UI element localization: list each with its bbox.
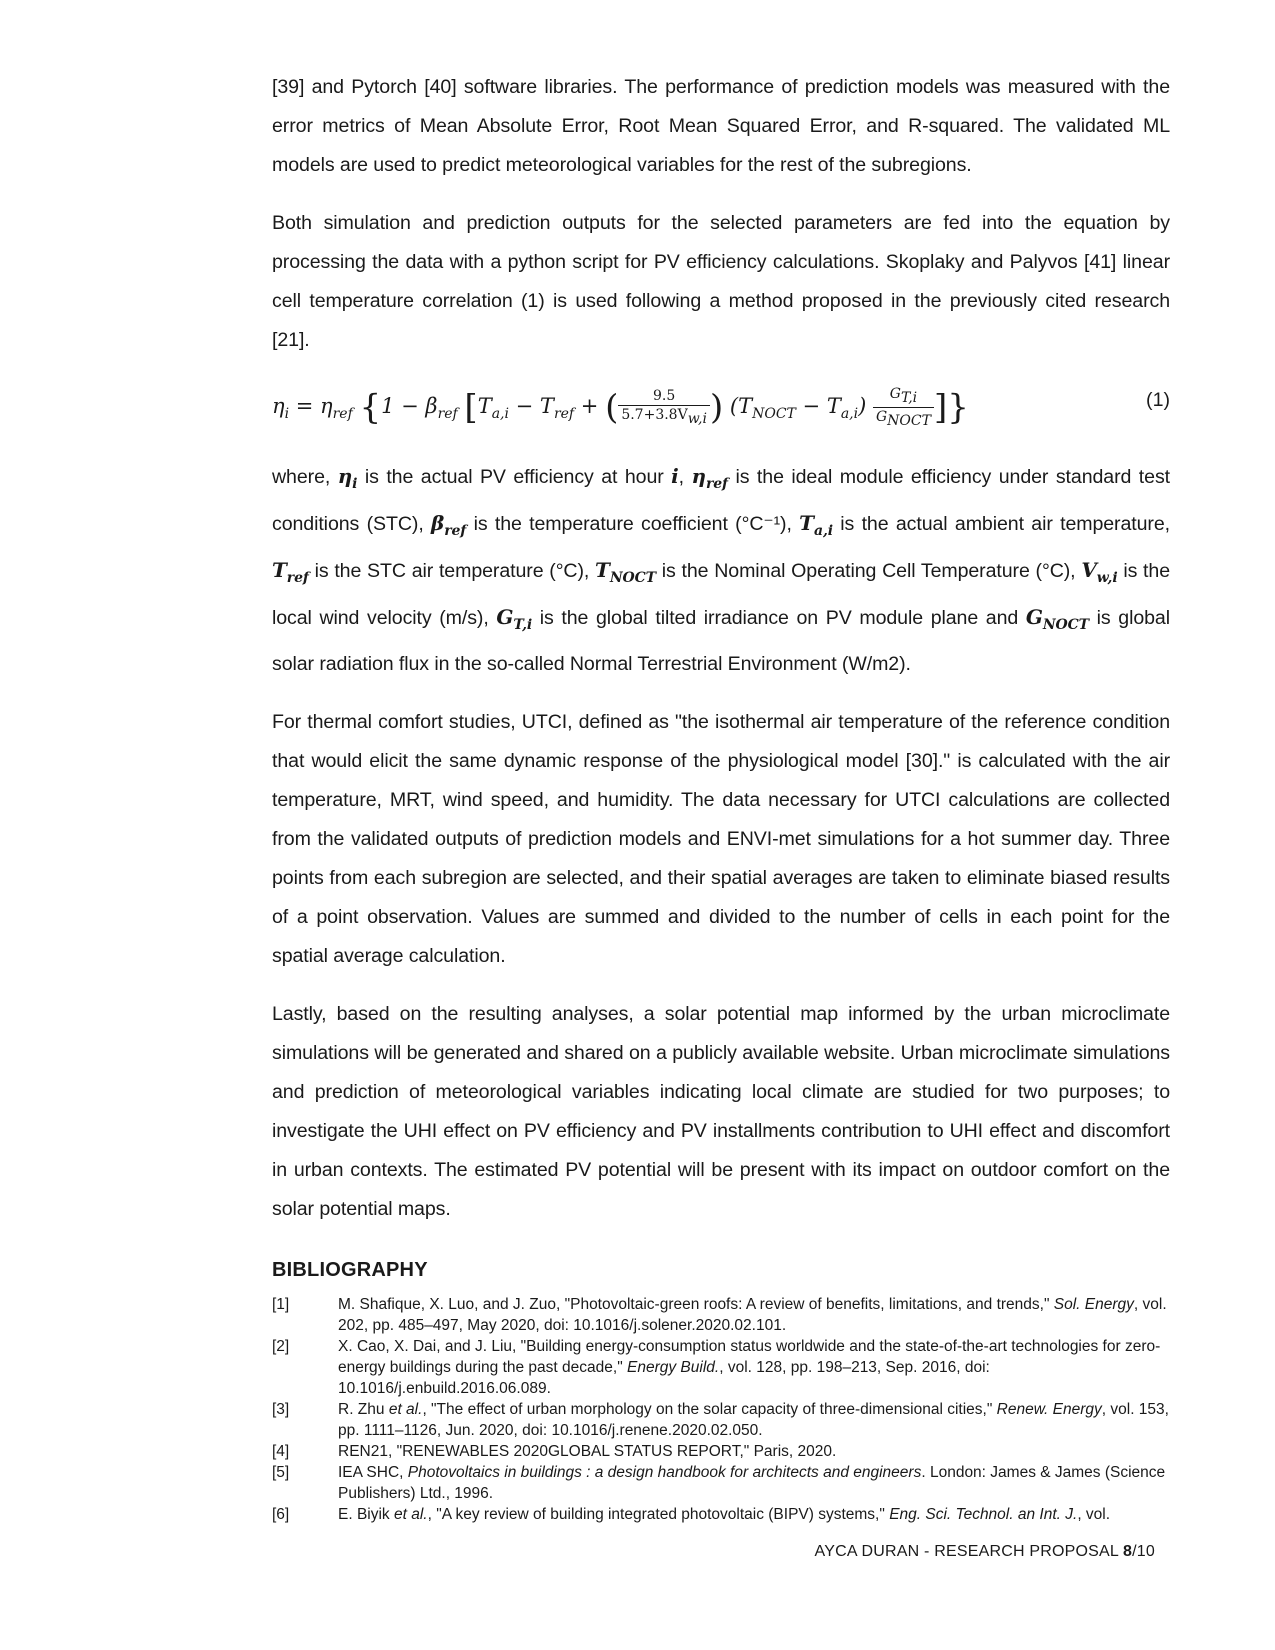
wind-fraction: $\frac{9.5}{5.7+3.8V_{w,i}}$ <box>618 387 710 428</box>
reference-item: [1] M. Shafique, X. Luo, and J. Zuo, "Photovoltaic-green roofs: A review of benefits, limitations, and trends," Sol. Energy, vol. 202, pp. 485–497, May 2020, doi: 10.1016/j.solener.2020.02.101. <box>272 1296 1167 1334</box>
bibliography-heading: BIBLIOGRAPHY <box>272 1259 428 1281</box>
equation-pv-efficiency <box>272 379 1170 439</box>
page-content <box>272 68 1170 1525</box>
reference-item: [6] E. Biyik et al., "A key review of building integrated photovoltaic (BIPV) systems," Eng. Sci. Technol. an Int. J., vol. <box>272 1506 1111 1523</box>
equation-number: (1) <box>1146 389 1170 411</box>
page-footer: AYCA DURAN - RESEARCH PROPOSAL 8/10 <box>814 1543 1155 1560</box>
paragraph-pv-efficiency: Both simulation and prediction outputs for the selected parameters are fed into the equation by processing the data with a python script for PV efficiency calculations. Skoplaky and Palyvos [41] linear cell temperature correlation (1) is used following a method proposed in the previously cited research [21]. <box>272 212 1170 351</box>
reference-item: [5] IEA SHC, Photovoltaics in buildings : a design handbook for architects and engineers. London: James & James (Science Publishers) Ltd., 1996. <box>272 1464 1166 1502</box>
reference-item: [2] X. Cao, X. Dai, and J. Liu, "Building energy-consumption status worldwide and the state-of-the-art technologies for zero-energy buildings during the past decade," Energy Build., vol. 128, pp. 198–213, Sep. 2016, doi: 10.1016/j.enbuild.2016.06.089. <box>272 1338 1161 1397</box>
page-number: 8 <box>1123 1543 1133 1560</box>
paragraph-ml-libraries: [39] and Pytorch [40] software libraries. The performance of prediction models was measured with the error metrics of Mean Absolute Error, Root Mean Squared Error, and R-squared. The validated ML models are used to predict meteorological variables for the rest of the subregions. <box>272 76 1170 176</box>
bibliography-list <box>272 1294 1170 1525</box>
equation-body: $\eta_i = \eta_{ref}$ {$1 - \beta_{ref}$ [$T_{a,i} - T_{ref}$ + ( $\frac{9.5}{5.7+3.8V_{w,i}}$ ) $(T_{NOCT} - T_{a,i})$ $\frac{G_{T,i}}{G_{NOCT}}$ ]} <box>272 386 969 429</box>
paragraph-equation-definitions: where, $\eta_i$ is the actual PV efficiency at hour i, $\eta_{ref}$ is the ideal module efficiency under standard test conditions (STC), $\beta_{ref}$ is the temperature coefficient (°C⁻¹), $T_{a,i}$ is the actual ambient air temperature, $T_{ref}$ is the STC air temperature (°C), $T_{NOCT}$ is the Nominal Operating Cell Temperature (°C), $V_{w,i}$ is the local wind velocity (m/s), $G_{T,i}$ is the global tilted irradiance on PV module plane and $G_{NOCT}$ is global solar radiation flux in the so-called Normal Terrestrial Environment (W/m2). <box>272 464 1170 675</box>
reference-item: [4] REN21, "RENEWABLES 2020GLOBAL STATUS REPORT," Paris, 2020. <box>272 1443 837 1460</box>
reference-item: [3] R. Zhu et al., "The effect of urban morphology on the solar capacity of three-dimensional cities," Renew. Energy, vol. 153, pp. 1111–1126, Jun. 2020, doi: 10.1016/j.renene.2020.02.050. <box>272 1401 1169 1439</box>
paragraph-solar-map: Lastly, based on the resulting analyses, a solar potential map informed by the urban microclimate simulations will be generated and shared on a publicly available website. Urban microclimate simulations and prediction of meteorological variables indicating local climate are studied for two purposes; to investigate the UHI effect on PV efficiency and PV installments contribution to UHI effect and discomfort in urban contexts. The estimated PV potential will be present with its impact on outdoor comfort on the solar potential maps. <box>272 1003 1170 1220</box>
irradiance-fraction: $\frac{G_{T,i}}{G_{NOCT}}$ <box>873 385 934 430</box>
paragraph-thermal-comfort: For thermal comfort studies, UTCI, defined as "the isothermal air temperature of the reference condition that would elicit the same dynamic response of the physiological model [30]." is calculated with the air temperature, MRT, wind speed, and humidity. The data necessary for UTCI calculations are collected from the validated outputs of prediction models and ENVI-met simulations for a hot summer day. Three points from each subregion are selected, and their spatial averages are taken to eliminate biased results of a point observation. Values are summed and divided to the number of cells in each point for the spatial average calculation. <box>272 711 1170 967</box>
